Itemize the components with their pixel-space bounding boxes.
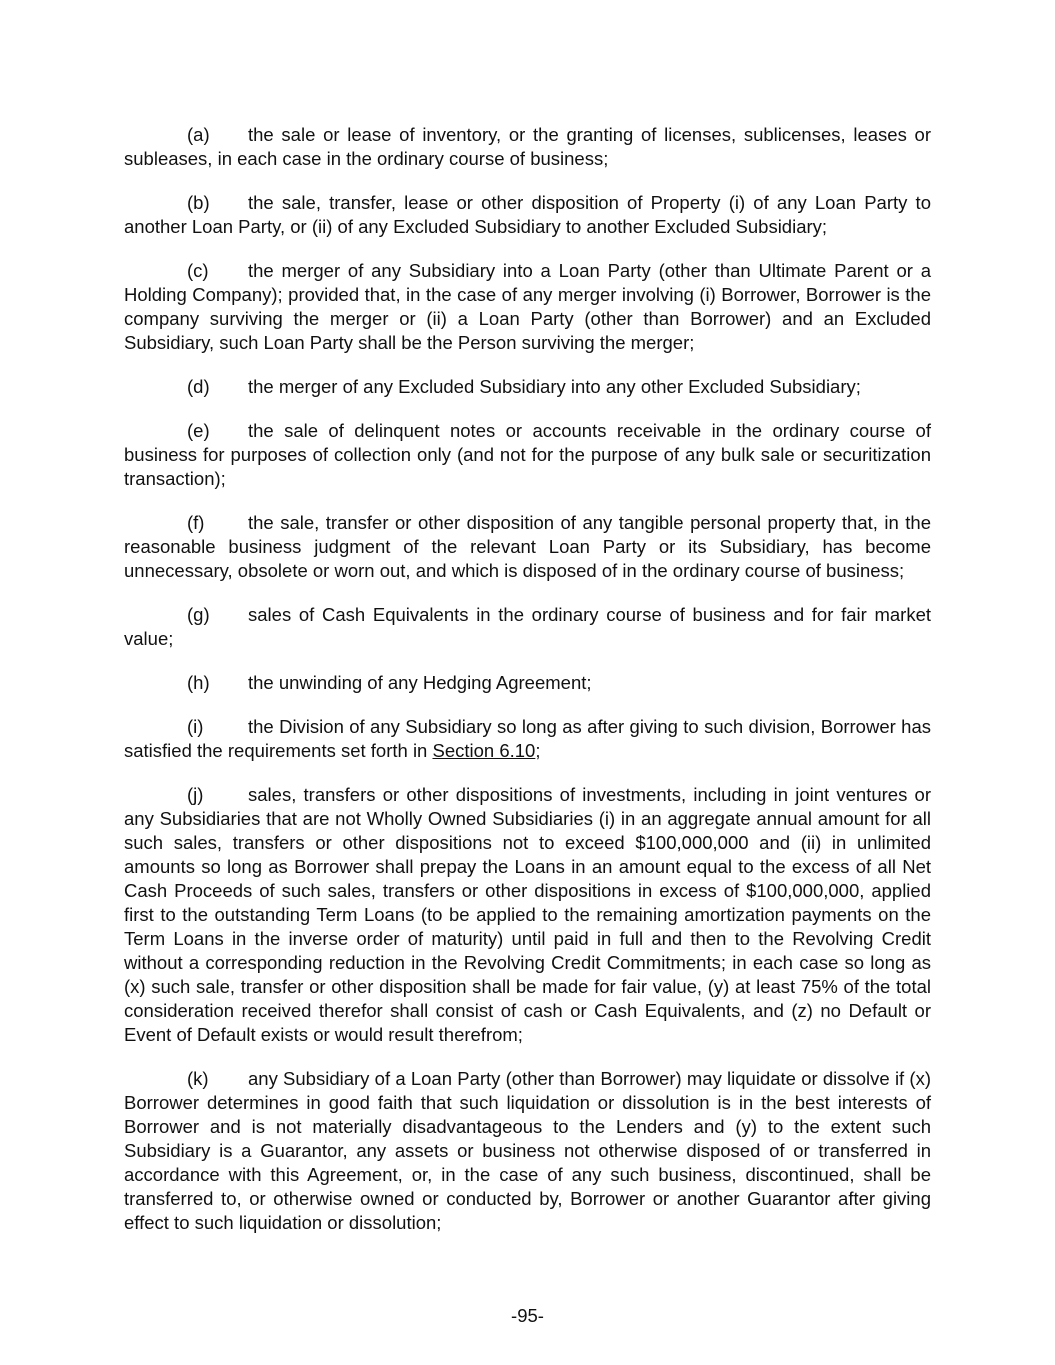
- clause-label: (j): [187, 784, 204, 805]
- clause-label: (f): [187, 512, 205, 533]
- clause-text: the Division of any Subsidiary so long as after giving to such division, Borrower has satisfied the requirements set forth in: [124, 716, 931, 761]
- clause-text: the sale, transfer, lease or other disposition of Property (i) of any Loan Party to another Loan Party, or (ii) of any Excluded Subsidiary to another Excluded Subsidiary;: [124, 192, 931, 237]
- page-number: -95-: [511, 1305, 544, 1326]
- clause-k: [124, 1067, 931, 1235]
- clause-label: (a): [187, 124, 210, 145]
- clause-text: any Subsidiary of a Loan Party (other than Borrower) may liquidate or dissolve if (x) Borrower determines in good faith that such liquidation or dissolution is in the best interests of Borrower and is not materially disadvantageous to the Lenders and (y) to the extent such Subsidiary is a Guarantor, any assets or business not otherwise disposed of or transferred in accordance with this Agreement, or, in the case of any such business, discontinued, shall be transferred to, or otherwise owned or conducted by, Borrower or another Guarantor after giving effect to such liquidation or dissolution;: [124, 1068, 931, 1233]
- clause-text: sales of Cash Equivalents in the ordinary course of business and for fair market value;: [124, 604, 931, 649]
- clause-text: the sale or lease of inventory, or the granting of licenses, sublicenses, leases or subleases, in each case in the ordinary course of business;: [124, 124, 931, 169]
- clause-label: (k): [187, 1068, 209, 1089]
- clause-label: (c): [187, 260, 209, 281]
- clause-label: (b): [187, 192, 210, 213]
- clause-a: [124, 123, 931, 171]
- clause-e: [124, 419, 931, 491]
- document-body: [124, 123, 931, 1255]
- clause-i: [124, 715, 931, 763]
- clause-c: [124, 259, 931, 355]
- clause-text: the merger of any Excluded Subsidiary into any other Excluded Subsidiary;: [248, 376, 861, 397]
- clause-h: [124, 671, 931, 695]
- clause-text: the sale of delinquent notes or accounts receivable in the ordinary course of business for purposes of collection only (and not for the purpose of any bulk sale or securitization transaction);: [124, 420, 931, 489]
- clause-text: the merger of any Subsidiary into a Loan Party (other than Ultimate Parent or a Holding Company); provided that, in the case of any merger involving (i) Borrower, Borrower is the company surviving the merger or (ii) a Loan Party (other than Borrower) and an Excluded Subsidiary, such Loan Party shall be the Person surviving the merger;: [124, 260, 931, 353]
- clause-f: [124, 511, 931, 583]
- clause-b: [124, 191, 931, 239]
- clause-label: (g): [187, 604, 210, 625]
- clause-text: sales, transfers or other dispositions of investments, including in joint ventures or any Subsidiaries that are not Wholly Owned Subsidiaries (i) in an aggregate annual amount for all such sales, transfers or other dispositions not to exceed $100,000,000 and (ii) in unlimited amounts so long as Borrower shall prepay the Loans in an amount equal to the excess of all Net Cash Proceeds of such sales, transfers or other dispositions in excess of $100,000,000, applied first to the outstanding Term Loans (to be applied to the remaining amortization payments on the Term Loans in the inverse order of maturity) until paid in full and then to the Revolving Credit without a corresponding reduction in the Revolving Credit Commitments; in each case so long as (x) such sale, transfer or other disposition shall be made for fair value, (y) at least 75% of the total consideration received therefor shall consist of cash or Cash Equivalents, and (z) no Default or Event of Default exists or would result therefrom;: [124, 784, 931, 1045]
- clause-text-end: ;: [535, 740, 541, 761]
- section-reference-link[interactable]: Section 6.10: [432, 740, 536, 761]
- clause-text: the unwinding of any Hedging Agreement;: [248, 672, 592, 693]
- clause-label: (h): [187, 672, 210, 693]
- clause-label: (i): [187, 716, 204, 737]
- clause-d: [124, 375, 931, 399]
- clause-label: (d): [187, 376, 210, 397]
- clause-g: [124, 603, 931, 651]
- clause-label: (e): [187, 420, 210, 441]
- clause-j: [124, 783, 931, 1047]
- clause-text: the sale, transfer or other disposition of any tangible personal property that, in the reasonable business judgment of the relevant Loan Party or its Subsidiary, has become unnecessary, obsolete or worn out, and which is disposed of in the ordinary course of business;: [124, 512, 931, 581]
